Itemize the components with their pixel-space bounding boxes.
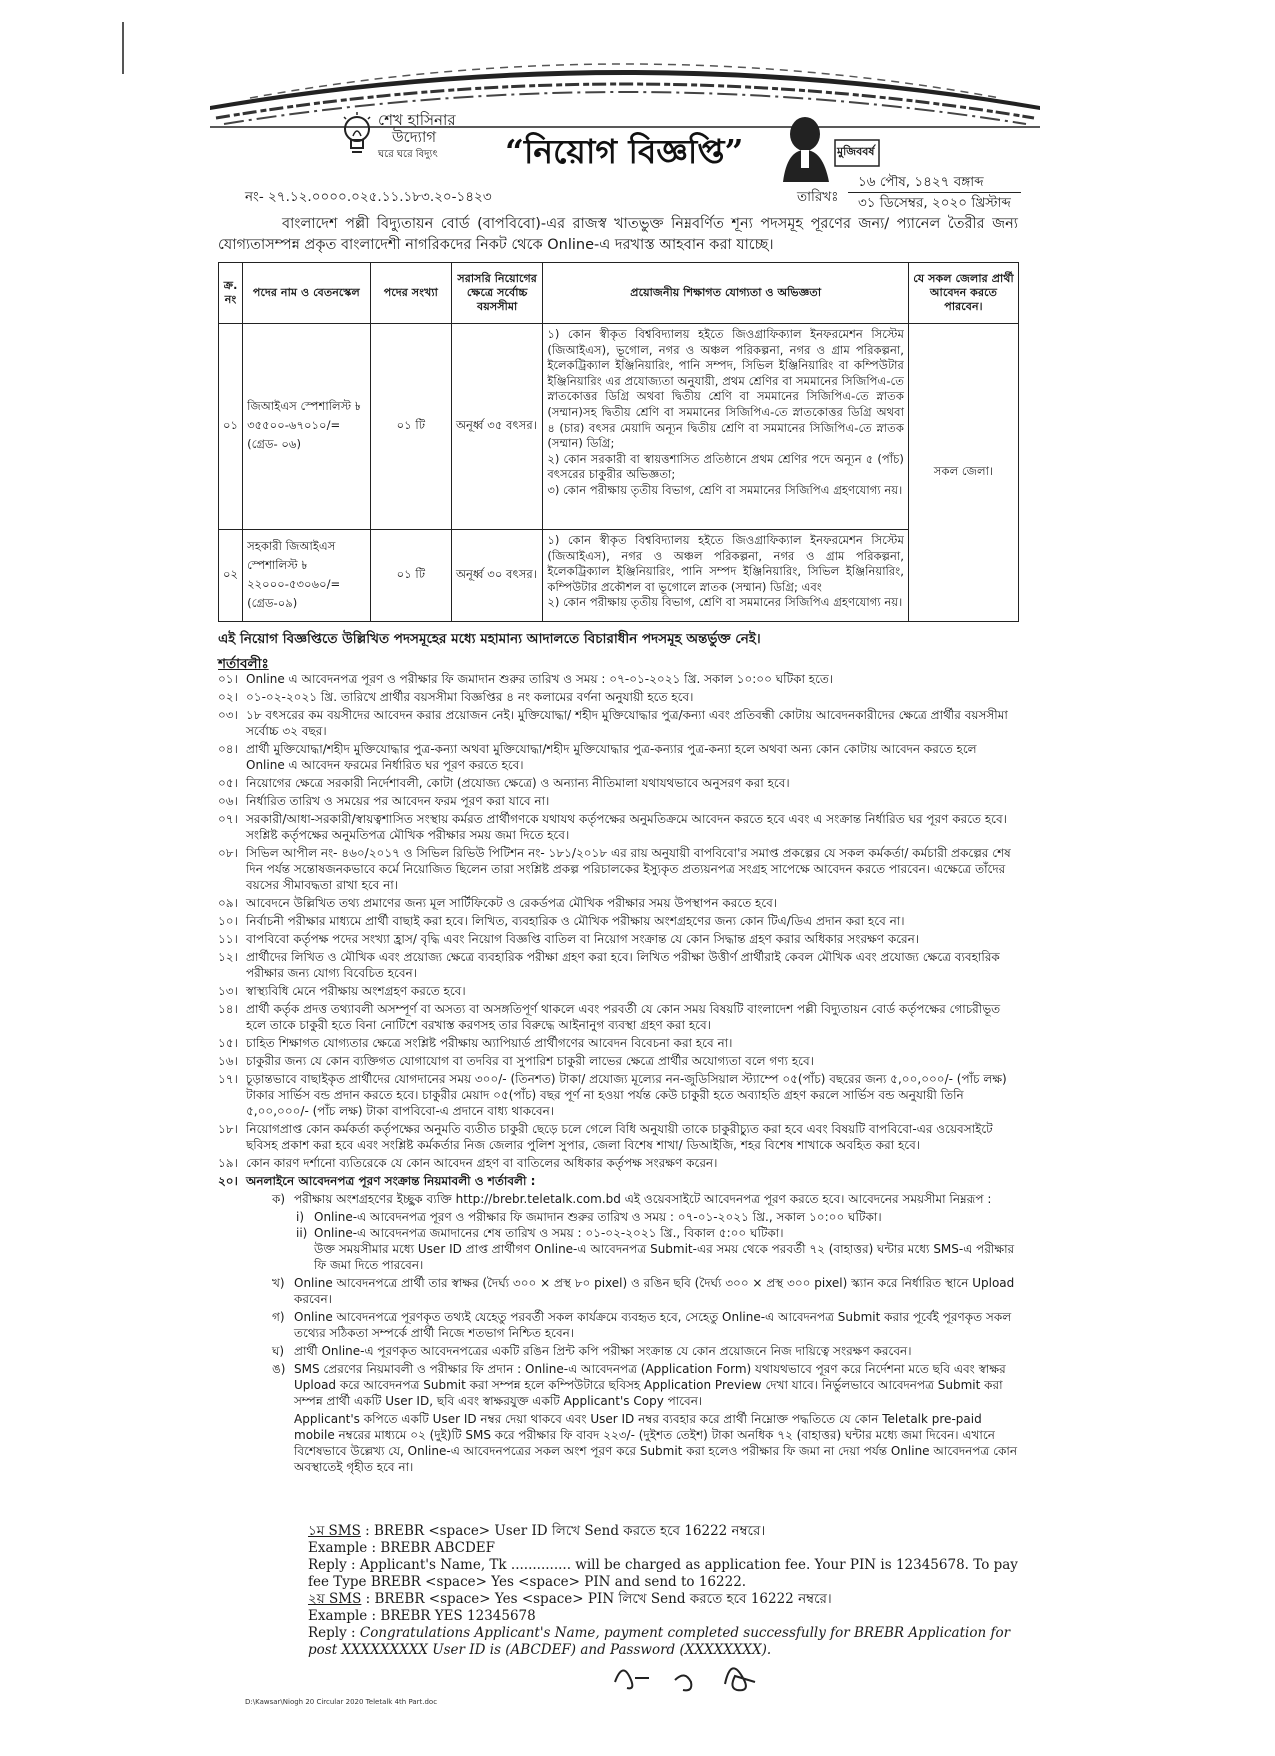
page-title: “নিয়োগ বিজ্ঞপ্তি” bbox=[505, 132, 744, 171]
term-number: ১১। bbox=[218, 932, 238, 946]
term-number: ০৪। bbox=[218, 742, 238, 756]
col-header-serial: ক্র. নং bbox=[219, 263, 243, 324]
online-rule-continuation: Applicant's কপিতে একটি User ID নম্বর দেয়া থাকবে এবং User ID নম্বর ব্যবহার করে প্রার্থী নিম্নোক্ত পদ্ধতিতে যে কোন Teletalk pre-paid mobile নম্বরের মাধ্যমে ০২ (দুই)টি SMS করে পরীক্ষার ফি বাবদ ২২৩/- (দুইশত তেইশ) টাকা অনধিক ৭২ (বাহাত্তর) ঘন্টার মধ্যে জমা দিবেন। এখানে বিশেষভাবে উল্লেখ্য যে, Online-এ আবেদনপত্রের সকল অংশ পূরণ করে Submit করা হলেও পরীক্ষার ফি জমা না দেয়া পর্যন্ত Online আবেদনপত্র কোন অবস্থাতেই গৃহীত হবে না। bbox=[294, 1412, 1018, 1474]
table-header-row bbox=[219, 263, 1019, 324]
rule-marker: গ) bbox=[272, 1310, 285, 1324]
rule-marker: ঙ) bbox=[272, 1362, 286, 1376]
term-item bbox=[218, 707, 1018, 739]
term-number: ০৭। bbox=[218, 812, 238, 826]
letterhead-banner bbox=[210, 48, 1040, 128]
term-text: ১৮ বৎসরের কম বয়সীদের আবেদন করার প্রয়োজন নেই। মুক্তিযোদ্ধা/ শহীদ মুক্তিযোদ্ধার পুত্র/কন্যা এবং প্রতিবন্ধী কোটায় আবেদনকারীদের ক্ষেত্রে প্রার্থীর বয়সসীমা সর্বোচ্চ ৩২ বছর। bbox=[246, 708, 1008, 738]
col-header-district: যে সকল জেলার প্রার্থী আবেদন করতে পারবেন। bbox=[908, 263, 1018, 324]
term-text: অনলাইনে আবেদনপত্র পূরণ সংক্রান্ত নিয়মাবলী ও শর্তাবলী : bbox=[246, 1174, 536, 1188]
cell-age: অনূর্ধ্ব ৩৫ বৎসর। bbox=[451, 324, 542, 530]
term-number: ০১। bbox=[218, 672, 238, 686]
term-text: নিয়োগপ্রাপ্ত কোন কর্মকর্তা কর্তৃপক্ষের অনুমতি ব্যতীত চাকুরী ছেড়ে চলে গেলে বিধি অনুযায়ী তাকে চাকুরীচ্যুত করা হবে এবং বিষয়টি বাপবিবো-এর ওয়েবসাইটে ছবিসহ প্রকাশ করা হবে এবং সংশ্লিষ্ট কর্মকর্তার নিজ জেলার পুলিশ সুপার, জেলা বিশেষ শাখা/ ডিআইজি, শহর বিশেষ শাখাকে অবহিত করা হবে। bbox=[246, 1122, 993, 1152]
term-item bbox=[218, 1001, 1018, 1033]
qualification-line: ৩) কোন পরীক্ষায় তৃতীয় বিভাগ, শ্রেণি বা সমমানের সিজিপিএ গ্রহণযোগ্য নয়। bbox=[547, 482, 903, 497]
sms-2-text: : BREBR <space> Yes <space> PIN লিখে Send করতে হবে 16222 নম্বরে। bbox=[361, 1591, 832, 1607]
cell-qualification bbox=[543, 530, 909, 622]
vacancy-table bbox=[218, 262, 1019, 622]
term-number: ০২। bbox=[218, 690, 238, 704]
cell-serial: ০১ bbox=[219, 324, 243, 530]
term-item bbox=[218, 741, 1018, 773]
rule-marker: ক) bbox=[272, 1192, 286, 1206]
term-item bbox=[218, 983, 1018, 999]
online-rule-subitem bbox=[218, 1209, 1018, 1225]
cell-post: জিআইএস স্পেশালিস্ট ৳ ৩৫৫০০-৬৭০১০/= (গ্রেড- ০৬) bbox=[243, 324, 371, 530]
sheikh-hasina-initiative-logo bbox=[340, 108, 480, 168]
memo-reference: নং- ২৭.১২.০০০০.০২৫.১১.১৮৩.২০-১৪২৩ bbox=[245, 189, 492, 205]
term-item bbox=[218, 1035, 1018, 1051]
term-item bbox=[218, 949, 1018, 981]
cell-district: সকল জেলা। bbox=[908, 324, 1018, 622]
logo-line-3: ঘরে ঘরে বিদ্যুৎ bbox=[378, 149, 438, 160]
term-number: ১৮। bbox=[218, 1122, 238, 1136]
sms-1-text: : BREBR <space> User ID লিখে Send করতে হবে 16222 নম্বরে। bbox=[360, 1523, 766, 1539]
term-item bbox=[218, 689, 1018, 705]
cell-age: অনূর্ধ্ব ৩০ বৎসর। bbox=[451, 530, 542, 622]
terms-list bbox=[218, 671, 1018, 1477]
online-rule-item bbox=[218, 1343, 1018, 1359]
sms-example-2: Example : BREBR YES 12345678 bbox=[308, 1608, 536, 1624]
col-header-count: পদের সংখ্যা bbox=[370, 263, 451, 324]
term-item bbox=[218, 775, 1018, 791]
term-text: চাকুরীর জন্য যে কোন ব্যক্তিগত যোগাযোগ বা তদবির বা সুপারিশ চাকুরী লাভের ক্ষেত্রে প্রার্থীর অযোগ্যতা বলে গণ্য হবে। bbox=[246, 1054, 814, 1068]
table-row bbox=[219, 530, 1019, 622]
term-text: নিয়োগের ক্ষেত্রে সরকারী নির্দেশাবলী, কোটা (প্রযোজ্য ক্ষেত্রে) ও অন্যান্য নীতিমালা যথাযথভাবে অনুসরণ করা হবে। bbox=[246, 776, 790, 790]
term-item bbox=[218, 931, 1018, 947]
online-rule-item bbox=[218, 1275, 1018, 1307]
sms-example-1: Example : BREBR ABCDEF bbox=[308, 1540, 496, 1556]
term-number: ০৬। bbox=[218, 794, 238, 808]
term-item bbox=[218, 793, 1018, 809]
term-text: প্রার্থীদের লিখিত ও মৌখিক এবং প্রয়োজ্য ক্ষেত্রে ব্যবহারিক পরীক্ষা গ্রহণ করা হবে। লিখিত পরীক্ষা উত্তীর্ণ প্রার্থীরাই কেবল মৌখিক এবং প্রযোজ্য ক্ষেত্রে ব্যবহারিক পরীক্ষার জন্য যোগ্য বিবেচিত হবেন। bbox=[246, 950, 1000, 980]
rule-text: পরীক্ষায় অংশগ্রহণের ইচ্ছুক ব্যক্তি http://brebr.teletalk.com.bd এই ওয়েবসাইটে আবেদনপত্র পূরণ করতে হবে। আবেদনের সময়সীমা নিম্নরূপ : bbox=[294, 1192, 992, 1206]
term-number: ০৯। bbox=[218, 896, 238, 910]
online-rule-item bbox=[218, 1191, 1018, 1207]
sms-reply-2-label: Reply : bbox=[308, 1625, 360, 1641]
cell-qualification bbox=[543, 324, 909, 530]
rule-marker: খ) bbox=[272, 1276, 285, 1290]
rule-text: Online আবেদনপত্রে প্রার্থী তার স্বাক্ষর (দৈর্ঘ্য ৩০০ × প্রস্থ ৮০ pixel) ও রঙিন ছবি (দৈর্ঘ্য ৩০০ × প্রস্থ ৩০০ pixel) স্ক্যান করে নির্ধারিত স্থানে Upload করবেন। bbox=[294, 1276, 1015, 1306]
sms-reply-1: Reply : Applicant's Name, Tk .............. will be charged as application fee. Your PIN is 12345678. To pay fee Type BREBR <space> Yes <space> PIN and send to 16222. bbox=[308, 1557, 1018, 1590]
term-item bbox=[218, 845, 1018, 893]
sms-reply-2-text: Congratulations Applicant's Name, payment completed successfully for BREBR Application for post XXXXXXXXX User ID is (ABCDEF) and Password (XXXXXXXX). bbox=[308, 1625, 1011, 1658]
intro-paragraph: বাংলাদেশ পল্লী বিদ্যুতায়ন বোর্ড (বাপবিবো)-এর রাজস্ব খাতভুক্ত নিম্নবর্ণিত শূন্য পদসমূহ পূরণের জন্য/ প্যানেল তৈরীর জন্য যোগ্যতাসম্পন্ন প্রকৃত বাংলাদেশী নাগরিকদের নিকট থেকে Online-এ দরখাস্ত আহবান করা যাচ্ছে। bbox=[218, 216, 1018, 253]
sms-instructions bbox=[308, 1523, 1028, 1659]
col-header-age: সরাসরি নিয়োগের ক্ষেত্রে সর্বোচ্চ বয়সসীমা bbox=[451, 263, 542, 324]
logo-line-1: শেখ হাসিনার bbox=[378, 111, 456, 129]
term-number: ১৩। bbox=[218, 984, 238, 998]
term-item bbox=[218, 1173, 1018, 1189]
term-text: নির্বাচনী পরীক্ষার মাধ্যমে প্রার্থী বাছাই করা হবে। লিখিত, ব্যবহারিক ও মৌখিক পরীক্ষায় অংশগ্রহণের জন্য কোন টিএ/ডিএ প্রদান করা হবে না। bbox=[246, 914, 905, 928]
term-text: স্বাস্থ্যবিধি মেনে পরীক্ষায় অংশগ্রহণ করতে হবে। bbox=[246, 984, 466, 998]
term-text: বাপবিবো কর্তৃপক্ষ পদের সংখ্যা হ্রাস/ বৃদ্ধি এবং নিয়োগ বিজ্ঞপ্তি বাতিল বা নিয়োগ সংক্রান্ত যে কোন সিদ্ধান্ত গ্রহণ করার অধিকার সংরক্ষণ করেন। bbox=[246, 932, 920, 946]
rule-text: Online আবেদনপত্রে পূরণকৃত তথ্যই যেহেতু পরবর্তী সকল কার্যক্রমে ব্যবহৃত হবে, সেহেতু Online-এ আবেদনপত্র Submit করার পূর্বেই পূরণকৃত সকল তথ্যের সঠিকতা সম্পর্কে প্রার্থী নিজে শতভাগ নিশ্চিত হবেন। bbox=[294, 1310, 1012, 1340]
date-label: তারিখঃ bbox=[797, 189, 839, 205]
term-text: নির্ধারিত তারিখ ও সময়ের পর আবেদন ফরম পূরণ করা যাবে না। bbox=[246, 794, 550, 808]
qualification-line: ১) কোন স্বীকৃত বিশ্ববিদ্যালয় হইতে জিওগ্রাফিক্যাল ইনফরমেশন সিস্টেম (জিআইএস), ভূগোল, নগর ও অঞ্চল পরিকল্পনা, নগর ও গ্রাম পরিকল্পনা, ইলেকট্রিক্যাল ইঞ্জিনিয়ারিং, পানি সম্পদ, সিভিল ইঞ্জিনিয়ারিং বা কম্পিউটার ইঞ্জিনিয়ারিং এর প্রযোজ্যতা অনুযায়ী, প্রথম শ্রেণির বা সমমানের সিজিপিএ-তে স্নাতকোত্তর ডিগ্রি অথবা দ্বিতীয় শ্রেণি বা সমমানের সিজিপিএ-তে স্নাতক (সম্মান)সহ দ্বিতীয় শ্রেণি বা সমমানের সিজিপিএ-তে স্নাতকোত্তর ডিগ্রি অথবা ৪ (চার) বৎসর মেয়াদি অন্যূন দ্বিতীয় শ্রেণি বা সমমানের সিজিপিএ-তে স্নাতক (সম্মান) ডিগ্রি; bbox=[547, 327, 904, 451]
term-item bbox=[218, 913, 1018, 929]
file-path-footer: D:\Kawsar\Niogh 20 Circular 2020 Teletalk 4th Part.doc bbox=[245, 1698, 438, 1706]
rule-marker: ঘ) bbox=[272, 1344, 285, 1358]
term-text: চাহিত শিক্ষাগত যোগ্যতার ক্ষেত্রে সংশ্লিষ্ট পরীক্ষায় অ্যাপিয়ার্ড প্রার্থীগণের আবেদন বিবেচনা করা হবে না। bbox=[246, 1036, 733, 1050]
rule-text: Online-এ আবেদনপত্র পূরণ ও পরীক্ষার ফি জমাদান শুরুর তারিখ ও সময় : ০৭-০১-২০২১ খ্রি., সকাল ১০:০০ ঘটিকা। bbox=[314, 1210, 882, 1224]
date-bangla: ১৬ পৌষ, ১৪২৭ বঙ্গাব্দ bbox=[848, 172, 1021, 193]
rule-text: প্রার্থী Online-এ পূরণকৃত আবেদনপত্রের একটি রঙিন প্রিন্ট কপি পরীক্ষা সংক্রান্ত যে কোন প্রয়োজনে নিজ দায়িত্বে সংরক্ষণ করবেন। bbox=[294, 1344, 912, 1358]
term-item bbox=[218, 895, 1018, 911]
online-rule-item bbox=[218, 1361, 1018, 1409]
term-text: প্রার্থী মুক্তিযোদ্ধা/শহীদ মুক্তিযোদ্ধার পুত্র-কন্যা অথবা মুক্তিযোদ্ধা/শহীদ মুক্তিযোদ্ধার পুত্র-কন্যার পুত্র-কন্যা হলে অথবা অন্য কোন কোটায় আবেদন করতে হলে Online এ আবেদন ফরমের নির্ধারিত ঘর পূরণ করতে হবে। bbox=[246, 742, 977, 772]
term-text: কোন কারণ দর্শানো ব্যতিরেকে যে কোন আবেদন গ্রহণ বা বাতিলের অধিকার কর্তৃপক্ষ সংরক্ষণ করেন। bbox=[246, 1156, 718, 1170]
term-item bbox=[218, 1053, 1018, 1069]
margin-mark bbox=[122, 22, 124, 74]
qualification-line: ১) কোন স্বীকৃত বিশ্ববিদ্যালয় হইতে জিওগ্রাফিক্যাল ইনফরমেশন সিস্টেম (জিআইএস), নগর ও অঞ্চল পরিকল্পনা, নগর ও গ্রাম পরিকল্পনা, ইলেকট্রিক্যাল ইঞ্জিনিয়ারিং, পানি সম্পদ ইঞ্জিনিয়ারিং, সিভিল ইঞ্জিনিয়ারিং, কম্পিউটার প্রকৌশল বা ভূগোলে স্নাতক (সম্মান) ডিগ্রি; এবং bbox=[547, 533, 904, 594]
terms-heading: শর্তাবলীঃ bbox=[218, 656, 269, 672]
online-rule-subitem bbox=[218, 1225, 1018, 1241]
sms-2-label: ২য় SMS bbox=[308, 1591, 362, 1607]
logo-right-label: মুজিববর্ষ bbox=[837, 145, 875, 158]
term-item bbox=[218, 1071, 1018, 1119]
online-rule-item bbox=[218, 1309, 1018, 1341]
term-number: ১৪। bbox=[218, 1002, 238, 1016]
qualification-line: ২) কোন সরকারী বা স্বায়ত্তশাসিত প্রতিষ্ঠানে প্রথম শ্রেণির পদে অন্যূন ৫ (পাঁচ) বৎসরের চাকুরীর অভিজ্ঞতা; bbox=[547, 451, 904, 482]
sms-1 bbox=[308, 1523, 1028, 1540]
cell-count: ০১ টি bbox=[370, 324, 451, 530]
online-rule-note: উক্ত সময়সীমার মধ্যে User ID প্রাপ্ত প্রার্থীগণ Online-এ আবেদনপত্র Submit-এর সময় থেকে পরবর্তী ৭২ (বাহাত্তর) ঘন্টার মধ্যে SMS-এ পরীক্ষার ফি জমা দিতে পারবেন। bbox=[314, 1242, 1015, 1272]
term-item bbox=[218, 1155, 1018, 1171]
sms-1-label: ১ম SMS bbox=[308, 1523, 361, 1539]
term-number: ০৩। bbox=[218, 708, 238, 722]
term-text: Online এ আবেদনপত্র পূরণ ও পরীক্ষার ফি জমাদান শুরুর তারিখ ও সময় : ০৭-০১-২০২১ খ্রি. সকাল ১০:০০ ঘটিকা হতে। bbox=[246, 672, 834, 686]
table-row bbox=[219, 324, 1019, 530]
rule-text: SMS প্রেরণের নিয়মাবলী ও পরীক্ষার ফি প্রদান : Online-এ আবেদনপত্র (Application Form) যথাযথভাবে পূরণ করে নির্দেশনা মতে ছবি এবং স্বাক্ষর Upload করে আবেদনপত্র Submit করা সম্পন্ন হলে কম্পিউটারে ছবিসহ Application Preview দেখা যাবে। নির্ভুলভাবে আবেদনপত্র Submit করা সম্পন্ন প্রার্থী একটি User ID, ছবি এবং স্বাক্ষরযুক্ত একটি Applicant's Copy পাবেন। bbox=[294, 1362, 1006, 1408]
term-number: ০৮। bbox=[218, 846, 238, 860]
term-text: প্রার্থী কর্তৃক প্রদত্ত তথ্যাবলী অসম্পূর্ণ বা অসত্য বা অসঙ্গতিপূর্ণ থাকলে এবং পরবর্তী যে কোন সময় বিষয়টি বাংলাদেশ পল্লী বিদ্যুতায়ন বোর্ড কর্তৃপক্ষের গোচরীভূত হলে তাকে চাকুরী হতে বিনা নোটিশে বরখাস্ত করণসহ তার বিরুদ্ধে আইনানুগ ব্যবস্থা গ্রহণ করা হবে। bbox=[246, 1002, 1001, 1032]
term-number: ১৫। bbox=[218, 1036, 238, 1050]
logo-line-2: উদ্যোগ bbox=[392, 128, 437, 146]
qualification-line: ২) কোন পরীক্ষায় তৃতীয় বিভাগ, শ্রেণি বা সমমানের সিজিপিএ গ্রহণযোগ্য নয়। bbox=[547, 595, 903, 610]
term-item bbox=[218, 671, 1018, 687]
date-block bbox=[848, 172, 1021, 213]
term-number: ২০। bbox=[218, 1174, 238, 1188]
cell-count: ০১ টি bbox=[370, 530, 451, 622]
term-text: ০১-০২-২০২১ খ্রি. তারিখে প্রার্থীর বয়সসীমা বিজ্ঞপ্তির ৪ নং কলামের বর্ণনা অনুযায়ী হতে হবে। bbox=[246, 690, 694, 704]
term-number: ১৯। bbox=[218, 1156, 238, 1170]
pending-posts-notice: এই নিয়োগ বিজ্ঞপ্তিতে উল্লিখিত পদসমূহের মধ্যে মহামান্য আদালতে বিচারাধীন পদসমূহ অন্তর্ভুক্ত নেই। bbox=[218, 631, 761, 647]
term-item bbox=[218, 811, 1018, 843]
rule-marker: ii) bbox=[296, 1226, 308, 1240]
term-number: ০৫। bbox=[218, 776, 238, 790]
term-number: ১০। bbox=[218, 914, 238, 928]
term-text: সিভিল আপীল নং- ৪৬০/২০১৭ ও সিভিল রিভিউ পিটিশন নং- ১৮১/২০১৮ এর রায় অনুযায়ী বাপবিবো'র সমাপ্ত প্রকল্পের যে সকল কর্মকর্তা/ কর্মচারী প্রকল্পের শেষ দিন পর্যন্ত সন্তোষজনকভাবে কর্মে নিয়োজিত ছিলেন তারা সংশ্লিষ্ট প্রকল্প পরিচালকের ইস্যুকৃত প্রত্যয়নপত্র সংগ্রহ সাপেক্ষে আবেদন করতে পারবেন। এক্ষেত্রে তাঁদের বয়সের সীমাবদ্ধতা রাখা হবে না। bbox=[246, 846, 1011, 892]
lightbulb-icon bbox=[340, 112, 374, 158]
term-number: ১২। bbox=[218, 950, 238, 964]
term-number: ১৭। bbox=[218, 1072, 238, 1086]
rule-text: Online-এ আবেদনপত্র জমাদানের শেষ তারিখ ও সময় : ০১-০২-২০২১ খ্রি., বিকাল ৫:০০ ঘটিকা। bbox=[314, 1226, 784, 1240]
term-text: আবেদনে উল্লিখিত তথ্য প্রমাণের জন্য মূল সার্টিফিকেট ও রেকর্ডপত্র মৌখিক পরীক্ষার সময় উপস্থাপন করতে হবে। bbox=[246, 896, 778, 910]
date-english: ৩১ ডিসেম্বর, ২০২০ খ্রিস্টাব্দ bbox=[858, 195, 1011, 211]
term-item bbox=[218, 1121, 1018, 1153]
term-text: সরকারী/আধা-সরকারী/স্বায়ত্বশাসিত সংস্থায় কর্মরত প্রার্থীগণকে যথাযথ কর্তৃপক্ষের অনুমতিক্রমে আবেদন করতে হবে এবং এ সংক্রান্ত নির্ধারিত ঘর পূরণ করতে হবে। সংশ্লিষ্ট কর্তৃপক্ষের অনুমতিপত্র মৌখিক পরীক্ষার সময় জমা দিতে হবে। bbox=[246, 812, 1007, 842]
col-header-post: পদের নাম ও বেতনস্কেল bbox=[243, 263, 371, 324]
rule-marker: i) bbox=[296, 1210, 305, 1224]
cell-serial: ০২ bbox=[219, 530, 243, 622]
term-text: চূড়ান্তভাবে বাছাইকৃত প্রার্থীদের যোগদানের সময় ৩০০/- (তিনশত) টাকা/ প্রযোজ্য মূল্যের নন-জুডিসিয়াল স্ট্যাম্পে ০৫(পাঁচ) বছরের জন্য ৫,০০,০০০/- (পাঁচ লক্ষ) টাকার সার্ভিস বন্ড প্রদান করতে হবে। চাকুরীর মেয়াদ ০৫(পাঁচ) বছর পূর্ণ না হওয়া পর্যন্ত কেউ চাকুরী হতে অব্যাহতি গ্রহণ করলে সার্ভিস বন্ড অনুযায়ী তিনি ৫,০০,০০০/- (পাঁচ লক্ষ) টাকা বাপবিবো-এ প্রদানে বাধ্য থাকবেন। bbox=[246, 1072, 1007, 1118]
signatures bbox=[605, 1652, 775, 1702]
sms-2 bbox=[308, 1591, 1028, 1608]
term-number: ১৬। bbox=[218, 1054, 238, 1068]
col-header-qualification: প্রয়োজনীয় শিক্ষাগত যোগ্যতা ও অভিজ্ঞতা bbox=[543, 263, 909, 324]
cell-post: সহকারী জিআইএস স্পেশালিস্ট ৳ ২২০০০-৫৩০৬০/= (গ্রেড-০৯) bbox=[243, 530, 371, 622]
